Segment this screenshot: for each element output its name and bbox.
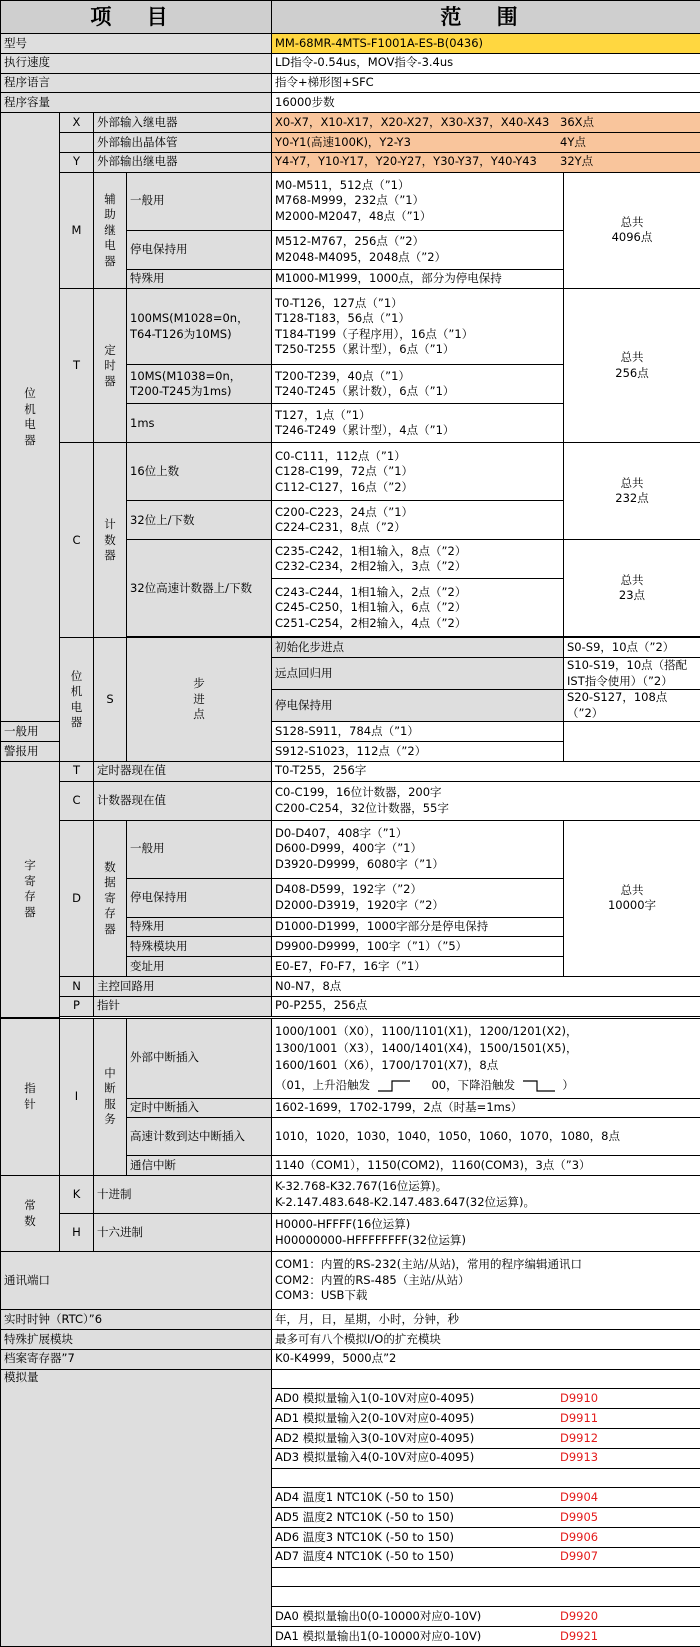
analog-row: AD7 温度4 NTC10K (-50 to 150) D9907 xyxy=(1,1547,700,1567)
t-1-label: 1ms xyxy=(127,404,272,443)
row-d-general xyxy=(1,820,700,878)
y-range: Y4-Y7，Y10-Y17，Y20-Y27，Y30-Y37，Y40-Y43 32Y点 xyxy=(272,152,700,172)
int-ext-range xyxy=(272,1018,700,1098)
s-general-label: 一般用 xyxy=(1,722,60,742)
row-h xyxy=(1,1214,700,1252)
row-m-general xyxy=(1,172,700,230)
int-edge-line xyxy=(275,1077,697,1096)
s-alarm-label: 警报用 xyxy=(1,742,60,762)
analog-row: AD3 模拟量输入4(0-10V对应0-4095) D9913 xyxy=(1,1448,700,1468)
p-name: 指针 xyxy=(94,996,272,1016)
int-timer-range: 1602-1699，1702-1799，2点（时基=1ms） xyxy=(272,1098,700,1118)
row-c-16 xyxy=(1,443,700,501)
d-index-label: 变址用 xyxy=(127,957,272,977)
wc-name: 计数器现在值 xyxy=(94,781,272,820)
s-home-label: 远点回归用 xyxy=(272,658,564,690)
analog-row: AD0 模拟量输入1(0-10V对应0-4095) D9910 xyxy=(1,1389,700,1409)
t-10-label: 10MS(M1038=0n， T200-T245为1ms) xyxy=(127,365,272,404)
s-group: 步进点 xyxy=(127,638,272,761)
s-code: S xyxy=(94,638,127,761)
k-name: 十进制 xyxy=(94,1176,272,1214)
m-general-label: 一般用 xyxy=(127,172,272,230)
s-home-range: S10-S19，10点（搭配IST指令使用）（”2） xyxy=(564,658,700,690)
c-16-total: 总共 232点 xyxy=(564,443,700,540)
y-code: Y xyxy=(60,152,94,172)
rtc-label: 实时时钟（RTC）”6 xyxy=(1,1310,272,1330)
t-1-range: T127，1点（”1） T246-T249（累计型），4点（”1） xyxy=(272,404,564,443)
p-range: P0-P255，256点 xyxy=(272,996,700,1016)
d-latched-range: D408-D599，192字（”2） D2000-D3919，1920字（”2） xyxy=(272,878,564,917)
model-value: MM-68MR-4MTS-F1001A-ES-B(0436) xyxy=(272,34,700,54)
speed-value: LD指令-0.54us，MOV指令-3.4us xyxy=(272,53,700,73)
row-file-reg xyxy=(1,1349,700,1369)
row-model xyxy=(1,34,700,54)
wt-range: T0-T255，256字 xyxy=(272,761,700,781)
comm-port-value: COM1：内置的RS-232(主站/从站)，常用的程序编辑通讯口 COM2：内置的RS-485（主站/从站） COM3：USB下载 xyxy=(272,1252,700,1310)
c-32-range: C200-C223，24点（”1） C224-C231，8点（”2） xyxy=(272,501,564,540)
m-group: 辅助继电器 xyxy=(94,172,127,289)
row-wc xyxy=(1,781,700,820)
row-t-100 xyxy=(1,289,700,365)
ext-module-label: 特殊扩展模块 xyxy=(1,1330,272,1350)
y-name: 外部输出继电器 xyxy=(94,152,272,172)
row-rtc xyxy=(1,1310,700,1330)
d-special-label: 特殊用 xyxy=(127,917,272,937)
analog-row: DA0 模拟量输出0(0-10000对应0-10V) D9920 xyxy=(1,1607,700,1627)
analog-header-spacer xyxy=(272,1369,700,1389)
analog-row: AD1 模拟量输入2(0-10V对应0-4095) D9911 xyxy=(1,1409,700,1429)
transistor-name: 外部输出晶体管 xyxy=(94,132,272,152)
row-comm-port xyxy=(1,1252,700,1310)
analog-row: AD2 模拟量输入3(0-10V对应0-4095) D9912 xyxy=(1,1428,700,1448)
m-code: M xyxy=(60,172,94,289)
pointer-label: 指针 xyxy=(1,1018,60,1176)
falling-edge-icon xyxy=(519,1079,559,1093)
int-rise-text: （01，上升沿触发 xyxy=(275,1078,370,1092)
c-16-range: C0-C111，112点（”1） C128-C199，72点（”1） C112-C127，16点（”2） xyxy=(272,443,564,501)
d-special-range: D1000-D1999，1000字部分是停电保持 xyxy=(272,917,564,937)
c-hs-label: 32位高速计数器上/下数 xyxy=(127,540,272,637)
c-code: C xyxy=(60,443,94,638)
i-group: 中断服务 xyxy=(94,1018,127,1176)
row-y xyxy=(1,152,700,172)
t-total: 总共 256点 xyxy=(564,289,700,443)
c-hs-total: 总共 23点 xyxy=(564,540,700,637)
speed-label: 执行速度 xyxy=(1,53,272,73)
s-init-label: 初始化步进点 xyxy=(272,638,564,658)
x-name: 外部输入继电器 xyxy=(94,113,272,133)
c-hs-range-1: C235-C242，1相1输入，8点（”2） C232-C234，2相2输入，3点（”2） xyxy=(272,540,564,579)
header-item: 项 目 xyxy=(1,1,272,34)
t-100-label: 100MS(M1028=0n， T64-T126为10MS) xyxy=(127,289,272,365)
bit-relay-label-2: 位机电器 xyxy=(60,638,94,761)
p-code: P xyxy=(60,996,94,1016)
capacity-value: 16000步数 xyxy=(272,93,700,113)
bit-relay-label: 位机电器 xyxy=(1,113,60,722)
capacity-label: 程序容量 xyxy=(1,93,272,113)
row-k xyxy=(1,1176,700,1214)
analog-row: AD4 温度1 NTC10K (-50 to 150) D9904 xyxy=(1,1488,700,1508)
row-p xyxy=(1,996,700,1016)
row-ext-module xyxy=(1,1330,700,1350)
analog-row: AD5 温度2 NTC10K (-50 to 150) D9905 xyxy=(1,1508,700,1528)
t-group: 定时器 xyxy=(94,289,127,443)
d-general-label: 一般用 xyxy=(127,820,272,878)
m-total: 总共 4096点 xyxy=(564,172,700,289)
wt-name: 定时器现在值 xyxy=(94,761,272,781)
m-latched-label: 停电保持用 xyxy=(127,230,272,269)
int-hs-range: 1010，1020，1030，1040，1050，1060，1070，1080，8点 xyxy=(272,1118,700,1156)
header-range: 范 围 xyxy=(272,1,700,34)
row-int-ext xyxy=(1,1018,700,1098)
analog-row: AD6 温度3 NTC10K (-50 to 150) D9906 xyxy=(1,1527,700,1547)
row-transistor xyxy=(1,132,700,152)
m-general-range: M0-M511，512点（”1） M768-M999，232点（”1） M2000-M2047，48点（”1） xyxy=(272,172,564,230)
i-code: I xyxy=(60,1018,94,1176)
s-latched-label: 停电保持用 xyxy=(272,690,564,722)
s-init-range: S0-S9，10点（”2） xyxy=(564,638,700,658)
row-language xyxy=(1,73,700,93)
d-module-range: D9900-D9999，100字（”1）（”5） xyxy=(272,937,564,957)
wc-range: C0-C199，16位计数器，200字 C200-C254，32位计数器，55字 xyxy=(272,781,700,820)
t-100-range: T0-T126，127点（”1） T128-T183，56点（”1） T184-T199（子程序用），16点（”1） T250-T255（累计型），6点（”1） xyxy=(272,289,564,365)
ext-module-value: 最多可有八个模拟I/O的扩充模块 xyxy=(272,1330,700,1350)
d-group: 数据寄存器 xyxy=(94,820,127,976)
language-value: 指令+梯形图+SFC xyxy=(272,73,700,93)
int-comm-label: 通信中断 xyxy=(127,1156,272,1176)
d-general-range: D0-D407，408字（”1） D600-D999，400字（”1） D3920-D9999，6080字（”1） xyxy=(272,820,564,878)
h-name: 十六进制 xyxy=(94,1214,272,1252)
int-fall-text: 00，下降沿触发 xyxy=(431,1078,515,1092)
int-hs-label: 高速计数到达中断插入 xyxy=(127,1118,272,1156)
t-code: T xyxy=(60,289,94,443)
row-wt xyxy=(1,761,700,781)
s-latched-range: S20-S127，108点（”2） xyxy=(564,690,700,722)
x-code: X xyxy=(60,113,94,133)
row-n xyxy=(1,977,700,997)
int-close-text: ） xyxy=(562,1078,574,1092)
c-hs-range-2: C243-C244，1相1输入，2点（”2） C245-C250，1相1输入，6点（”2） C251-C254，2相2输入，4点（”2） xyxy=(272,579,564,637)
m-special-label: 特殊用 xyxy=(127,269,272,289)
analog-row: DA1 模拟量输出1(0-10000对应0-10V) D9921 xyxy=(1,1626,700,1646)
m-latched-range: M512-M767，256点（”2） M2048-M4095，2048点（”2） xyxy=(272,230,564,269)
wt-code: T xyxy=(60,761,94,781)
constant-label: 常数 xyxy=(1,1176,60,1252)
k-range: K-32.768-K32.767(16位运算)。 K-2.147.483.648-K2.147.483.647(32位运算)。 xyxy=(272,1176,700,1214)
row-x xyxy=(1,113,700,133)
c-32-label: 32位上/下数 xyxy=(127,501,272,540)
file-reg-value: K0-K4999，5000点”2 xyxy=(272,1349,700,1369)
d-latched-label: 停电保持用 xyxy=(127,878,272,917)
n-range: N0-N7，8点 xyxy=(272,977,700,997)
int-comm-range: 1140（COM1），1150(COM2)，1160(COM3)，3点（”3） xyxy=(272,1156,700,1176)
row-s-init xyxy=(1,638,700,658)
wc-code: C xyxy=(60,781,94,820)
x-range: X0-X7，X10-X17，X20-X27，X30-X37，X40-X43 36X点 xyxy=(272,113,700,133)
t-10-range: T200-T239，40点（”1） T240-T245（累计数），6点（”1） xyxy=(272,365,564,404)
int-timer-label: 定时中断插入 xyxy=(127,1098,272,1118)
d-index-range: E0-E7，F0-F7，16字（”1） xyxy=(272,957,564,977)
analog-label: 模拟量 xyxy=(1,1369,272,1646)
row-analog-0 xyxy=(1,1369,700,1389)
comm-port-label: 通讯端口 xyxy=(1,1252,272,1310)
n-name: 主控回路用 xyxy=(94,977,272,997)
n-code: N xyxy=(60,977,94,997)
rtc-value: 年，月，日，星期，小时，分钟，秒 xyxy=(272,1310,700,1330)
int-ext-text: 1000/1001（X0），1100/1101(X1)，1200/1201(X2)， 1300/1001（X3），1400/1401(X4)，1500/1501(X5)， 1600/1601（X6），1700/1701(X7)，8点 xyxy=(275,1020,697,1077)
model-label: 型号 xyxy=(1,34,272,54)
d-code: D xyxy=(60,820,94,976)
rising-edge-icon xyxy=(374,1079,414,1093)
h-code: H xyxy=(60,1214,94,1252)
transistor-range: Y0-Y1(高速100K)，Y2-Y3 4Y点 xyxy=(272,132,700,152)
file-reg-label: 档案寄存器”7 xyxy=(1,1349,272,1369)
c-group: 计数器 xyxy=(94,443,127,638)
m-special-range: M1000-M1999，1000点，部分为停电保持 xyxy=(272,269,564,289)
header-row xyxy=(1,1,700,34)
c-16-label: 16位上数 xyxy=(127,443,272,501)
language-label: 程序语言 xyxy=(1,73,272,93)
s-general-range: S128-S911，784点（”1） xyxy=(272,722,564,742)
row-capacity xyxy=(1,93,700,113)
row-speed xyxy=(1,53,700,73)
int-ext-label: 外部中断插入 xyxy=(127,1018,272,1098)
s-alarm-range: S912-S1023，112点（”2） xyxy=(272,742,564,762)
word-register-label: 字寄存器 xyxy=(1,761,60,1017)
k-code: K xyxy=(60,1176,94,1214)
d-total: 总共 10000字 xyxy=(564,820,700,976)
h-range: H0000-HFFFF(16位运算) H00000000-HFFFFFFFF(32位运算) xyxy=(272,1214,700,1252)
d-module-label: 特殊模块用 xyxy=(127,937,272,957)
